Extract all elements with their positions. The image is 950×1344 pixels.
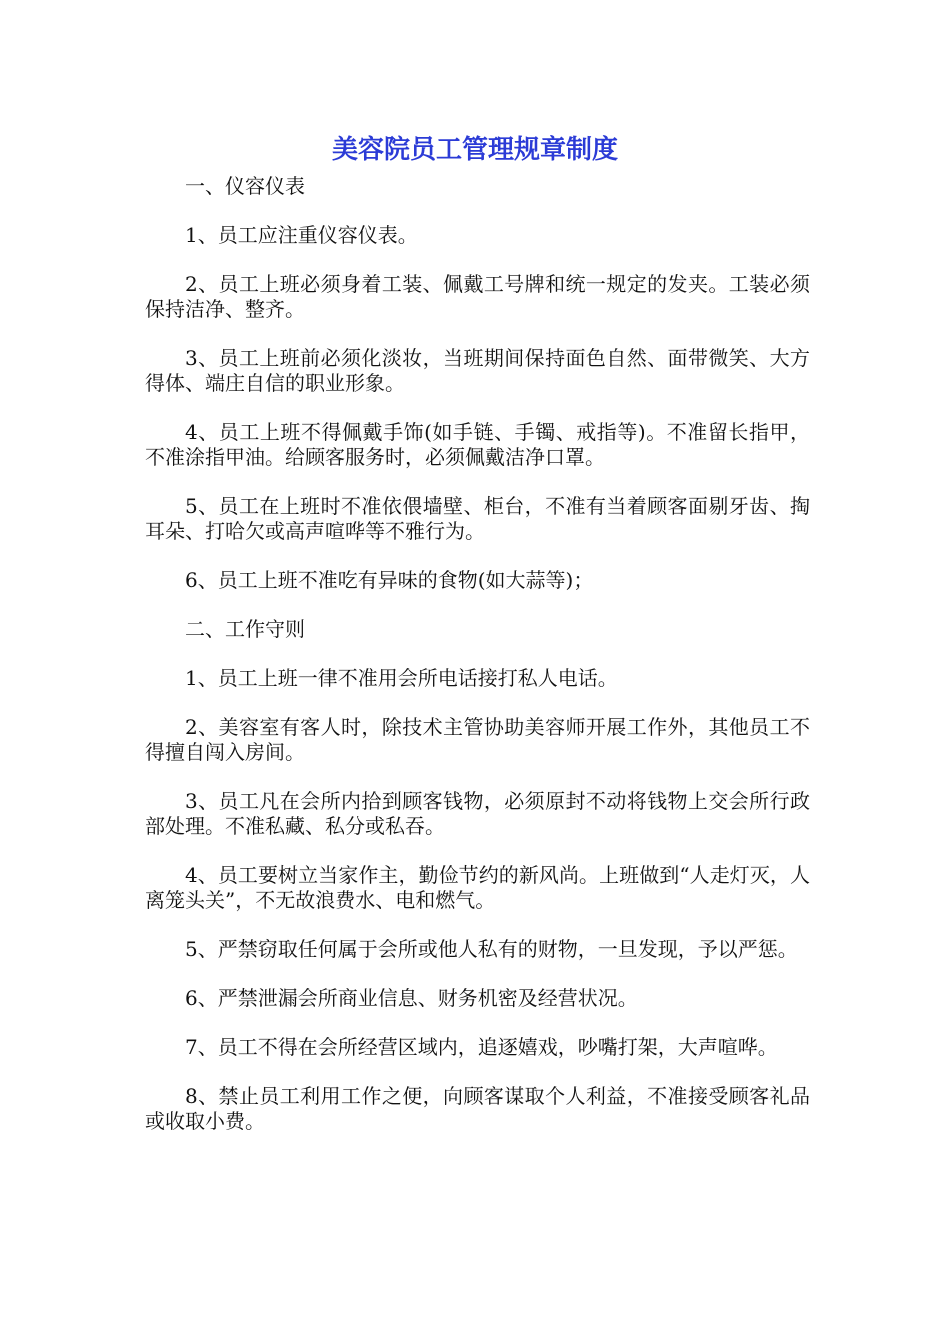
document-title: 美容院员工管理规章制度	[331, 135, 618, 165]
paragraph: 6、员工上班不准吃有异味的食物(如大蒜等)；	[185, 568, 594, 592]
paragraph: 3、员工上班前必须化淡妆，当班期间保持面色自然、面带微笑、大方得体、端庄自信的职业形象。	[145, 346, 810, 395]
paragraph: 1、员工上班一律不准用会所电话接打私人电话。	[185, 666, 618, 690]
paragraph: 3、员工凡在会所内拾到顾客钱物，必须原封不动将钱物上交会所行政部处理。不准私藏、私分或私吞。	[145, 789, 810, 838]
paragraph: 6、严禁泄漏会所商业信息、财务机密及经营状况。	[185, 986, 638, 1010]
paragraph: 2、美容室有客人时，除技术主管协助美容师开展工作外，其他员工不得擅自闯入房间。	[145, 715, 810, 764]
paragraph: 4、员工要树立当家作主，勤俭节约的新风尚。上班做到“人走灯灭，人离笼头关”，不无故浪费水、电和燃气。	[145, 863, 810, 912]
section-heading-appearance: 一、仪容仪表	[185, 174, 305, 198]
paragraph: 1、员工应注重仪容仪表。	[185, 223, 418, 247]
section-heading-work-rules: 二、工作守则	[185, 617, 305, 641]
paragraph: 5、严禁窃取任何属于会所或他人私有的财物，一旦发现，予以严惩。	[185, 937, 798, 961]
paragraph: 5、员工在上班时不准依偎墙壁、柜台，不准有当着顾客面剔牙齿、掏耳朵、打哈欠或高声喧哗等不雅行为。	[145, 494, 810, 543]
paragraph: 7、员工不得在会所经营区域内，追逐嬉戏，吵嘴打架，大声喧哗。	[185, 1035, 778, 1059]
document-body	[145, 174, 810, 1158]
paragraph: 4、员工上班不得佩戴手饰(如手链、手镯、戒指等)。不准留长指甲，不准涂指甲油。给顾客服务时，必须佩戴洁净口罩。	[145, 420, 810, 469]
paragraph: 2、员工上班必须身着工装、佩戴工号牌和统一规定的发夹。工装必须保持洁净、整齐。	[145, 272, 810, 321]
paragraph: 8、禁止员工利用工作之便，向顾客谋取个人利益，不准接受顾客礼品或收取小费。	[145, 1084, 810, 1133]
